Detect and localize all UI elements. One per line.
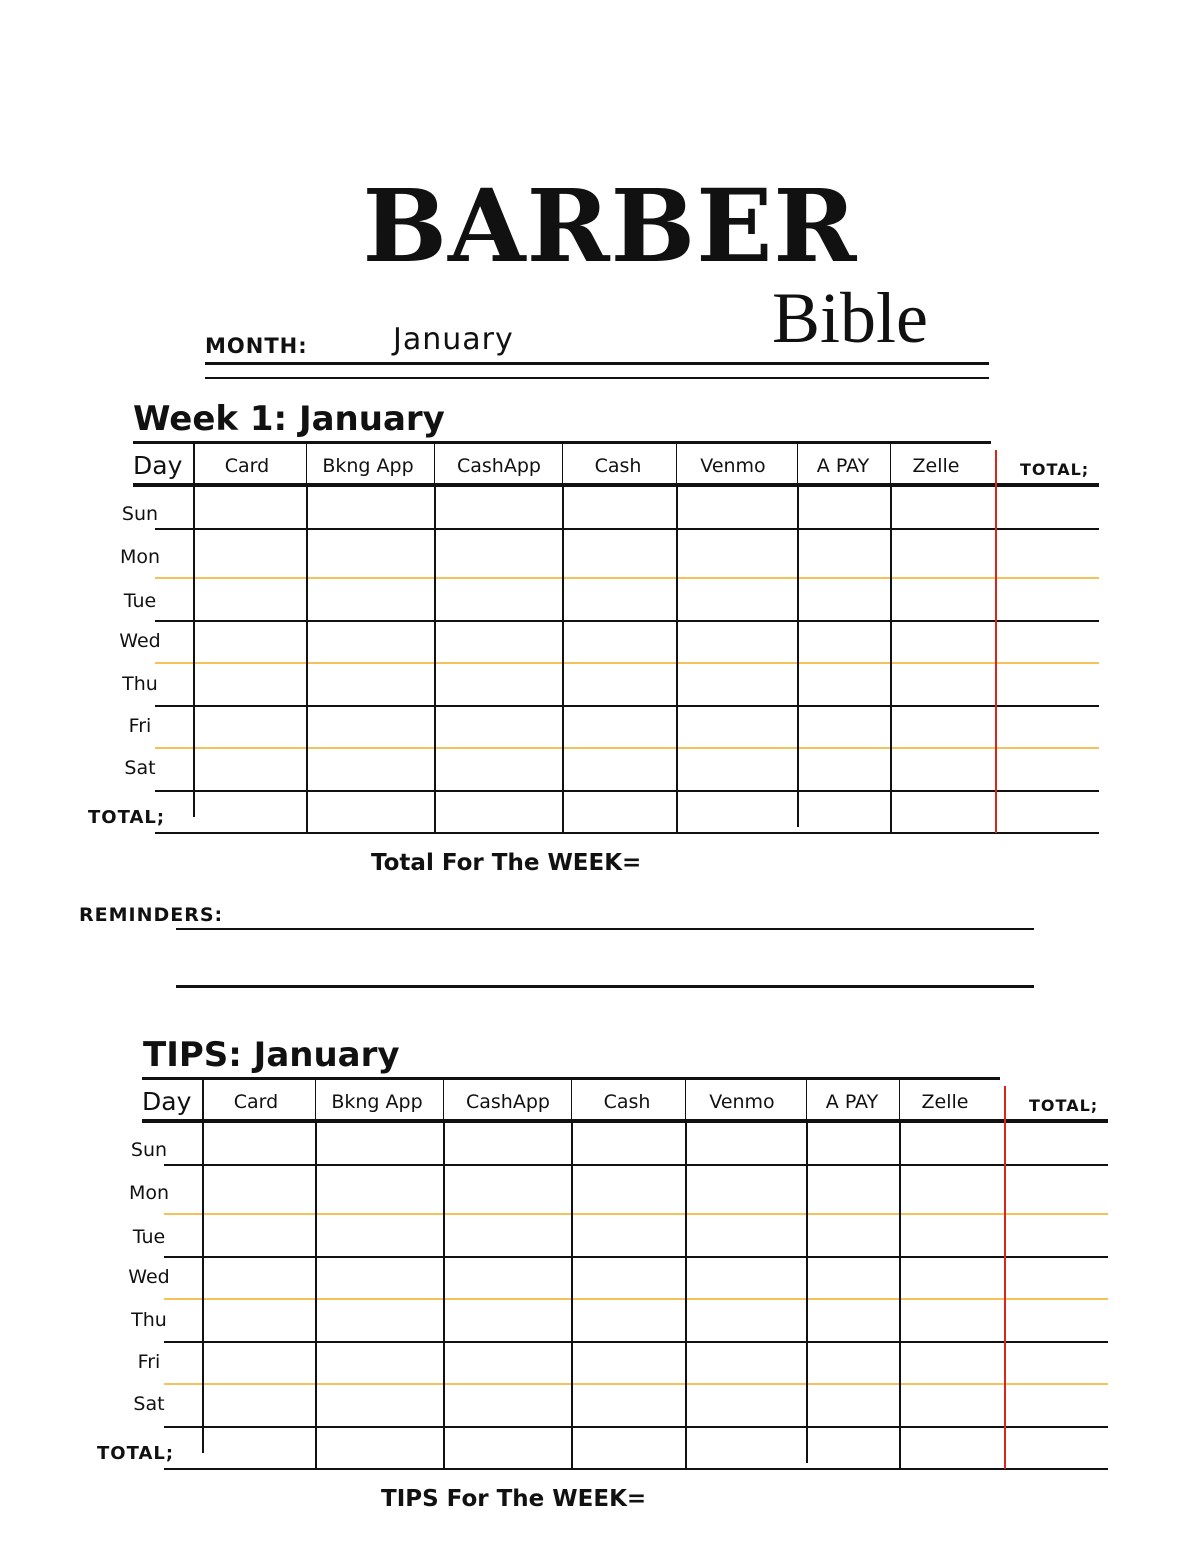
week-day-thu: Thu — [122, 673, 158, 695]
week-cell[interactable] — [308, 579, 432, 618]
month-underline-thin — [205, 377, 989, 379]
tips-header-day: Day — [142, 1087, 192, 1116]
week-cell[interactable] — [195, 664, 304, 703]
week-header-col-cashapp: CashApp — [457, 455, 541, 477]
tips-cell[interactable] — [901, 1125, 1002, 1162]
tips-cell[interactable] — [573, 1258, 683, 1296]
tips-cell[interactable] — [204, 1300, 313, 1339]
week-cell[interactable] — [436, 622, 560, 660]
week-cell[interactable] — [564, 749, 674, 788]
week-header-col-venmo: Venmo — [700, 455, 766, 477]
tips-cell[interactable] — [573, 1166, 683, 1211]
tips-cell[interactable] — [445, 1385, 569, 1424]
tips-cell[interactable] — [204, 1258, 313, 1296]
week-cell[interactable] — [195, 707, 304, 745]
week-day-mon: Mon — [119, 546, 161, 568]
week-cell[interactable] — [308, 749, 432, 788]
tips-header-col-cashapp: CashApp — [466, 1091, 550, 1113]
month-value: January — [393, 322, 514, 357]
tips-cell[interactable] — [901, 1385, 1002, 1424]
week-day-fri: Fri — [128, 715, 152, 737]
week-day-sun: Sun — [121, 503, 159, 525]
week-cell[interactable] — [308, 707, 432, 745]
week-cell[interactable] — [892, 579, 993, 618]
tips-cell[interactable] — [317, 1343, 441, 1381]
week-cell[interactable] — [436, 489, 560, 526]
week-header-total: TOTAL; — [1020, 460, 1090, 479]
week-cell[interactable] — [308, 530, 432, 575]
tips-cell[interactable] — [901, 1300, 1002, 1339]
tips-cell[interactable] — [573, 1215, 683, 1254]
tips-cell[interactable] — [445, 1343, 569, 1381]
tips-cell[interactable] — [1006, 1166, 1106, 1211]
week-cell[interactable] — [678, 792, 795, 830]
tips-cell[interactable] — [687, 1428, 804, 1466]
tips-cell[interactable] — [808, 1258, 897, 1296]
week-cell[interactable] — [564, 707, 674, 745]
week-cell[interactable] — [799, 664, 888, 703]
tips-cell[interactable] — [1006, 1385, 1106, 1424]
tips-day-wed: Wed — [128, 1266, 170, 1288]
tips-header-col-cash: Cash — [603, 1091, 651, 1113]
week-cell[interactable] — [997, 489, 1097, 526]
week-cell[interactable] — [799, 579, 888, 618]
tips-cell[interactable] — [317, 1125, 441, 1162]
week-cell[interactable] — [678, 707, 795, 745]
week-cell[interactable] — [195, 792, 304, 830]
tips-cell[interactable] — [901, 1215, 1002, 1254]
tips-cell[interactable] — [573, 1428, 683, 1466]
week-cell[interactable] — [308, 622, 432, 660]
week-header-col-a-pay: A PAY — [816, 455, 870, 477]
tips-day-sat: Sat — [133, 1393, 165, 1415]
week-total-row-label: TOTAL; — [88, 807, 166, 828]
tips-header-col-card: Card — [233, 1091, 279, 1113]
week-day-tue: Tue — [123, 590, 157, 612]
tips-header-total: TOTAL; — [1029, 1096, 1099, 1115]
tips-cell[interactable] — [573, 1385, 683, 1424]
week-cell[interactable] — [678, 530, 795, 575]
tips-cell[interactable] — [573, 1300, 683, 1339]
week-header-col-zelle: Zelle — [912, 455, 960, 477]
tips-header-bottom-rule — [142, 1119, 1108, 1123]
tips-day-thu: Thu — [131, 1309, 167, 1331]
tips-day-fri: Fri — [137, 1351, 161, 1373]
week-cell[interactable] — [892, 622, 993, 660]
week-cell[interactable] — [892, 664, 993, 703]
tips-day-tue: Tue — [132, 1226, 166, 1248]
tips-cell[interactable] — [687, 1258, 804, 1296]
tips-cell[interactable] — [445, 1300, 569, 1339]
week-cell[interactable] — [308, 792, 432, 830]
tips-cell[interactable] — [808, 1300, 897, 1339]
week-cell[interactable] — [195, 579, 304, 618]
week-cell[interactable] — [678, 664, 795, 703]
tips-cell[interactable] — [1006, 1215, 1106, 1254]
tips-cell[interactable] — [808, 1166, 897, 1211]
week-cell[interactable] — [799, 530, 888, 575]
tips-header-sep — [443, 1077, 444, 1119]
tips-header-col-bkng-app: Bkng App — [331, 1091, 423, 1113]
week-day-wed: Wed — [119, 630, 161, 652]
week-cell[interactable] — [997, 622, 1097, 660]
week-cell[interactable] — [799, 489, 888, 526]
week-cell[interactable] — [799, 792, 888, 830]
tips-cell[interactable] — [204, 1166, 313, 1211]
week-cell[interactable] — [799, 622, 888, 660]
week-cell[interactable] — [678, 579, 795, 618]
tips-cell[interactable] — [317, 1300, 441, 1339]
tips-cell[interactable] — [1006, 1300, 1106, 1339]
week-cell[interactable] — [892, 707, 993, 745]
week-cell[interactable] — [997, 707, 1097, 745]
week-total-label: Total For The WEEK= — [371, 850, 642, 876]
tips-total-row-label: TOTAL; — [97, 1443, 175, 1464]
tips-cell[interactable] — [687, 1125, 804, 1162]
week-cell[interactable] — [195, 622, 304, 660]
week-header-sep — [434, 441, 435, 483]
tips-header-col-zelle: Zelle — [921, 1091, 969, 1113]
week-cell[interactable] — [436, 579, 560, 618]
week-cell[interactable] — [997, 579, 1097, 618]
week-cell[interactable] — [997, 530, 1097, 575]
tips-cell[interactable] — [808, 1428, 897, 1466]
week-cell[interactable] — [678, 749, 795, 788]
tips-cell[interactable] — [1006, 1125, 1106, 1162]
reminders-label: REMINDERS: — [79, 904, 224, 926]
tips-cell[interactable] — [445, 1258, 569, 1296]
week-cell[interactable] — [436, 749, 560, 788]
tips-cell[interactable] — [317, 1166, 441, 1211]
week-cell[interactable] — [564, 579, 674, 618]
tips-cell[interactable] — [1006, 1428, 1106, 1466]
month-underline — [205, 362, 989, 365]
tips-cell[interactable] — [204, 1428, 313, 1466]
week-cell[interactable] — [799, 707, 888, 745]
week-cell[interactable] — [195, 749, 304, 788]
month-label: MONTH: — [205, 334, 308, 358]
tips-cell[interactable] — [687, 1385, 804, 1424]
week-header-col-card: Card — [224, 455, 270, 477]
tips-cell[interactable] — [204, 1125, 313, 1162]
week-cell[interactable] — [892, 792, 993, 830]
tips-cell[interactable] — [808, 1385, 897, 1424]
week-cell[interactable] — [564, 792, 674, 830]
tips-cell[interactable] — [445, 1125, 569, 1162]
brand-title: BARBER — [362, 167, 858, 285]
reminders-line-2[interactable] — [176, 985, 1034, 988]
tips-cell[interactable] — [317, 1428, 441, 1466]
week-cell[interactable] — [997, 749, 1097, 788]
week-cell[interactable] — [436, 707, 560, 745]
tips-cell[interactable] — [204, 1385, 313, 1424]
week-cell[interactable] — [195, 530, 304, 575]
tips-cell[interactable] — [445, 1428, 569, 1466]
tips-cell[interactable] — [204, 1343, 313, 1381]
tips-cell[interactable] — [687, 1343, 804, 1381]
week-header-col-bkng-app: Bkng App — [322, 455, 414, 477]
week-cell[interactable] — [892, 530, 993, 575]
tips-total-label: TIPS For The WEEK= — [381, 1486, 647, 1512]
tips-cell[interactable] — [687, 1166, 804, 1211]
tips-cell[interactable] — [901, 1343, 1002, 1381]
week-cell[interactable] — [564, 530, 674, 575]
week-cell[interactable] — [436, 530, 560, 575]
week-cell[interactable] — [997, 664, 1097, 703]
week-cell[interactable] — [799, 749, 888, 788]
reminders-line-1[interactable] — [176, 928, 1034, 930]
week-cell[interactable] — [892, 489, 993, 526]
tips-cell[interactable] — [687, 1300, 804, 1339]
tips-cell[interactable] — [1006, 1343, 1106, 1381]
tips-day-mon: Mon — [128, 1182, 170, 1204]
tips-cell[interactable] — [445, 1215, 569, 1254]
tips-cell[interactable] — [901, 1258, 1002, 1296]
brand-subtitle: Bible — [772, 278, 928, 358]
tips-cell[interactable] — [317, 1215, 441, 1254]
tips-cell[interactable] — [901, 1166, 1002, 1211]
week-header-day: Day — [133, 451, 183, 480]
tips-cell[interactable] — [445, 1166, 569, 1211]
week-cell[interactable] — [195, 489, 304, 526]
week-title: Week 1: January — [133, 399, 445, 439]
tips-cell[interactable] — [808, 1215, 897, 1254]
week-cell[interactable] — [436, 792, 560, 830]
week-cell[interactable] — [564, 489, 674, 526]
week-cell[interactable] — [678, 622, 795, 660]
tips-cell[interactable] — [573, 1343, 683, 1381]
week-cell[interactable] — [308, 664, 432, 703]
week-header-col-cash: Cash — [594, 455, 642, 477]
week-cell[interactable] — [892, 749, 993, 788]
tips-header-col-a-pay: A PAY — [825, 1091, 879, 1113]
tips-cell[interactable] — [687, 1215, 804, 1254]
week-cell[interactable] — [308, 489, 432, 526]
tips-cell[interactable] — [317, 1385, 441, 1424]
tips-row-line — [164, 1468, 1108, 1470]
week-cell[interactable] — [436, 664, 560, 703]
tips-title: TIPS: January — [143, 1035, 400, 1075]
tips-cell[interactable] — [1006, 1258, 1106, 1296]
tips-cell[interactable] — [808, 1125, 897, 1162]
week-cell[interactable] — [564, 664, 674, 703]
week-cell[interactable] — [564, 622, 674, 660]
week-cell[interactable] — [997, 792, 1097, 830]
week-row-line — [155, 832, 1099, 834]
week-header-bottom-rule — [133, 483, 1099, 487]
tips-cell[interactable] — [573, 1125, 683, 1162]
tips-cell[interactable] — [901, 1428, 1002, 1466]
tips-cell[interactable] — [204, 1215, 313, 1254]
tips-day-sun: Sun — [130, 1139, 168, 1161]
tips-cell[interactable] — [317, 1258, 441, 1296]
week-day-sat: Sat — [124, 757, 156, 779]
tips-header-col-venmo: Venmo — [709, 1091, 775, 1113]
week-cell[interactable] — [678, 489, 795, 526]
tips-cell[interactable] — [808, 1343, 897, 1381]
